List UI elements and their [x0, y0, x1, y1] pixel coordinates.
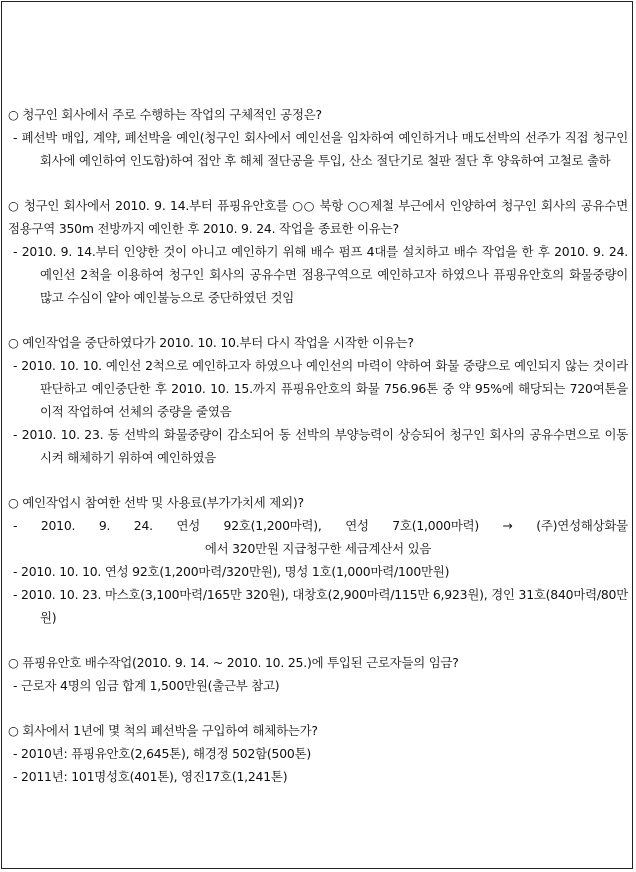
token: 7호(1,000마력)	[392, 518, 480, 533]
justified-line	[8, 514, 628, 537]
question: ○ 회사에서 1년에 몇 척의 폐선박을 구입하여 해체하는가?	[8, 723, 318, 738]
token: 92호(1,200마력),	[223, 518, 322, 533]
answer-item: - 2011년: 101명성호(401톤), 영진17호(1,241톤)	[13, 769, 288, 784]
answer-item: - 근로자 4명의 임금 합계 1,500만원(출근부 참고)	[13, 678, 280, 693]
token: 연성	[345, 518, 369, 533]
answer-item-justified	[8, 514, 628, 560]
question: ○ 청구인 회사에서 주로 수행하는 작업의 구체적인 공정은?	[8, 107, 322, 122]
document-body	[8, 103, 628, 810]
token: -	[13, 518, 18, 533]
section-tow-stop-reason	[8, 194, 628, 309]
section-process	[8, 103, 628, 172]
token: 24.	[133, 518, 153, 533]
question: ○ 예인작업시 참여한 선박 및 사용료(부가가치세 제외)?	[8, 495, 304, 510]
question: ○ 퓨핑유안호 배수작업(2010. 9. 14. ~ 2010. 10. 25.)에 투입된 근로자들의 임금?	[8, 655, 459, 670]
token: 9.	[98, 518, 111, 533]
justified-line-continuation: 에서 320만원 지급청구한 세금계산서 있음	[204, 541, 432, 556]
arrow-icon: →	[502, 518, 513, 533]
answer-item: - 2010. 10. 23. 마스호(3,100마력/165만 320원), 대창호(2,900마력/115만 6,923원), 경인 31호(840마력/80만원)	[13, 587, 628, 625]
question: ○ 예인작업을 중단하였다가 2010. 10. 10.부터 다시 작업을 시작한 이유는?	[8, 335, 414, 350]
token: 연성	[176, 518, 200, 533]
section-vessels-fees	[8, 491, 628, 629]
answer-item: - 2010년: 퓨핑유안호(2,645톤), 해경정 502함(500톤)	[13, 746, 312, 761]
answer-item: - 2010. 10. 23. 동 선박의 화물중량이 감소되어 동 선박의 부양능력이 상승되어 청구인 회사의 공유수면으로 이동시켜 해체하기 위하여 예인하였음	[13, 427, 628, 465]
question: ○ 청구인 회사에서 2010. 9. 14.부터 퓨핑유안호를 ○○ 북항 ○○제철 부근에서 인양하여 청구인 회사의 공유수면 점용구역 350m 전방까지 예인한 후 2010. 9. 24. 작업을 종료한 이유는?	[8, 198, 628, 236]
answer-item: - 2010. 10. 10. 예인선 2척으로 예인하고자 하였으나 예인선의 마력이 약하여 화물 중량으로 예인되지 않는 것이라 판단하고 예인중단한 후 2010. 10. 15.까지 퓨핑유안호의 화물 756.96톤 중 약 95%에 해당되는 720여톤을 이적 작업하여 선체의 중량을 줄였음	[13, 358, 628, 419]
section-annual-scrapping	[8, 719, 628, 788]
token: 2010.	[40, 518, 76, 533]
answer-item: - 폐선박 매입, 계약, 폐선박을 예인(청구인 회사에서 예인선을 임차하여 예인하거나 매도선박의 선주가 직접 청구인 회사에 예인하여 인도함)하여 접안 후 해체 절단공을 투입, 산소 절단기로 철판 절단 후 양육하여 고철로 출하	[13, 130, 628, 168]
answer-item: - 2010. 9. 14.부터 인양한 것이 아니고 예인하기 위해 배수 펌프 4대를 설치하고 배수 작업을 한 후 2010. 9. 24. 예인선 2척을 이용하여 청구인 회사의 공유수면 점용구역으로 예인하고자 하였으나 퓨핑유안호의 화물중량이 많고 수심이 얕아 예인불능으로 중단하였던 것임	[13, 244, 628, 305]
token: (주)연성해상화물	[536, 518, 628, 533]
section-wages	[8, 651, 628, 697]
section-restart-reason	[8, 331, 628, 469]
answer-item: - 2010. 10. 10. 연성 92호(1,200마력/320만원), 명성 1호(1,000마력/100만원)	[13, 564, 450, 579]
